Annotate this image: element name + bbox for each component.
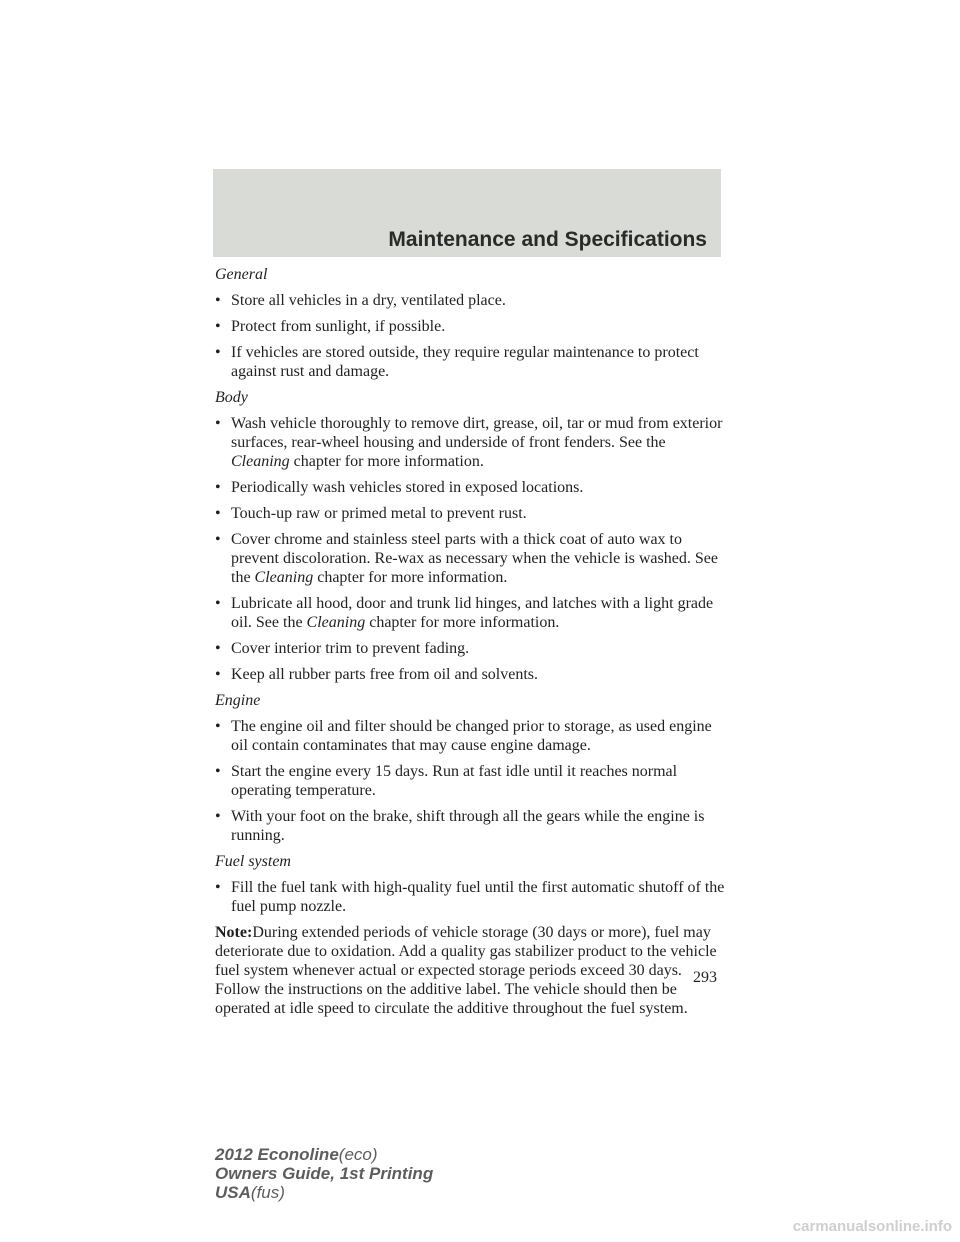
bullet-icon: • [215, 292, 221, 309]
note-text: During extended periods of vehicle storage (30 days or more), fuel may deteriorate due to oxidation. Add a quality gas stabilizer product to the vehicle fuel system whenever actual or expected storage periods exceed 30 days. Follow the instructions on the additive label. The vehicle should then be operated at idle speed to circulate the additive throughout the fuel system. [215, 924, 717, 1017]
list-item: • Wash vehicle thoroughly to remove dirt, grease, oil, tar or mud from exterior surfaces, rear-wheel housing and underside of front fenders. See the Cleaning chapter for more information. [215, 415, 723, 470]
list-item: • Fill the fuel tank with high-quality fuel until the first automatic shutoff of the fuel pump nozzle. [215, 879, 725, 915]
page-content [215, 265, 725, 1025]
list-item: • With your foot on the brake, shift through all the gears while the engine is running. [215, 808, 705, 844]
list-item: • Protect from sunlight, if possible. [215, 318, 446, 335]
list-item: • Start the engine every 15 days. Run at fast idle until it reaches normal operating temperature. [215, 763, 678, 799]
bullet-icon: • [215, 344, 221, 361]
bullet-icon: • [215, 531, 221, 548]
section-heading-general: General [215, 266, 268, 283]
list-item: • Periodically wash vehicles stored in exposed locations. [215, 479, 584, 496]
list-item: • Touch-up raw or primed metal to prevent rust. [215, 505, 527, 522]
footer-model-code: (eco) [338, 1145, 378, 1164]
bullet-icon: • [215, 505, 221, 522]
bullet-icon: • [215, 595, 221, 612]
bullet-icon: • [215, 479, 221, 496]
note-paragraph [215, 923, 725, 1018]
watermark-text: carmanualsonline.info [792, 1218, 952, 1235]
bullet-icon: • [215, 640, 221, 657]
footer-market: USA [215, 1183, 251, 1202]
document-footer [215, 1145, 433, 1202]
chapter-header-band [213, 169, 721, 257]
footer-model: 2012 Econoline [215, 1145, 339, 1164]
footer-edition: Owners Guide, 1st Printing [215, 1164, 434, 1183]
page-number: 293 [693, 969, 717, 986]
cross-reference: Cleaning [306, 614, 366, 631]
bullet-icon: • [215, 808, 221, 825]
bullet-icon: • [215, 718, 221, 735]
list-item: • Cover chrome and stainless steel parts with a thick coat of auto wax to prevent discoloration. Re-wax as necessary when the vehicle is washed. See the Cleaning chapter for more information. [215, 531, 718, 586]
bullet-icon: • [215, 666, 221, 683]
list-item: • Keep all rubber parts free from oil and solvents. [215, 666, 539, 683]
chapter-title: Maintenance and Specifications [388, 228, 707, 251]
bullet-icon: • [215, 879, 221, 896]
bullet-icon: • [215, 318, 221, 335]
list-item: • Store all vehicles in a dry, ventilated place. [215, 292, 506, 309]
cross-reference: Cleaning [254, 569, 314, 586]
list-item: • Cover interior trim to prevent fading. [215, 640, 470, 657]
list-item: • If vehicles are stored outside, they require regular maintenance to protect against rust and damage. [215, 344, 699, 380]
footer-market-code: (fus) [250, 1183, 285, 1202]
section-heading-fuel-system: Fuel system [215, 853, 291, 870]
list-item: • Lubricate all hood, door and trunk lid hinges, and latches with a light grade oil. See the Cleaning chapter for more information. [215, 595, 714, 631]
bullet-icon: • [215, 763, 221, 780]
cross-reference: Cleaning [231, 453, 290, 470]
note-label: Note: [215, 924, 253, 941]
section-heading-engine: Engine [215, 692, 261, 709]
section-heading-body: Body [215, 389, 248, 406]
bullet-icon: • [215, 415, 221, 432]
list-item: • The engine oil and filter should be changed prior to storage, as used engine oil contain contaminates that may cause engine damage. [215, 718, 712, 754]
